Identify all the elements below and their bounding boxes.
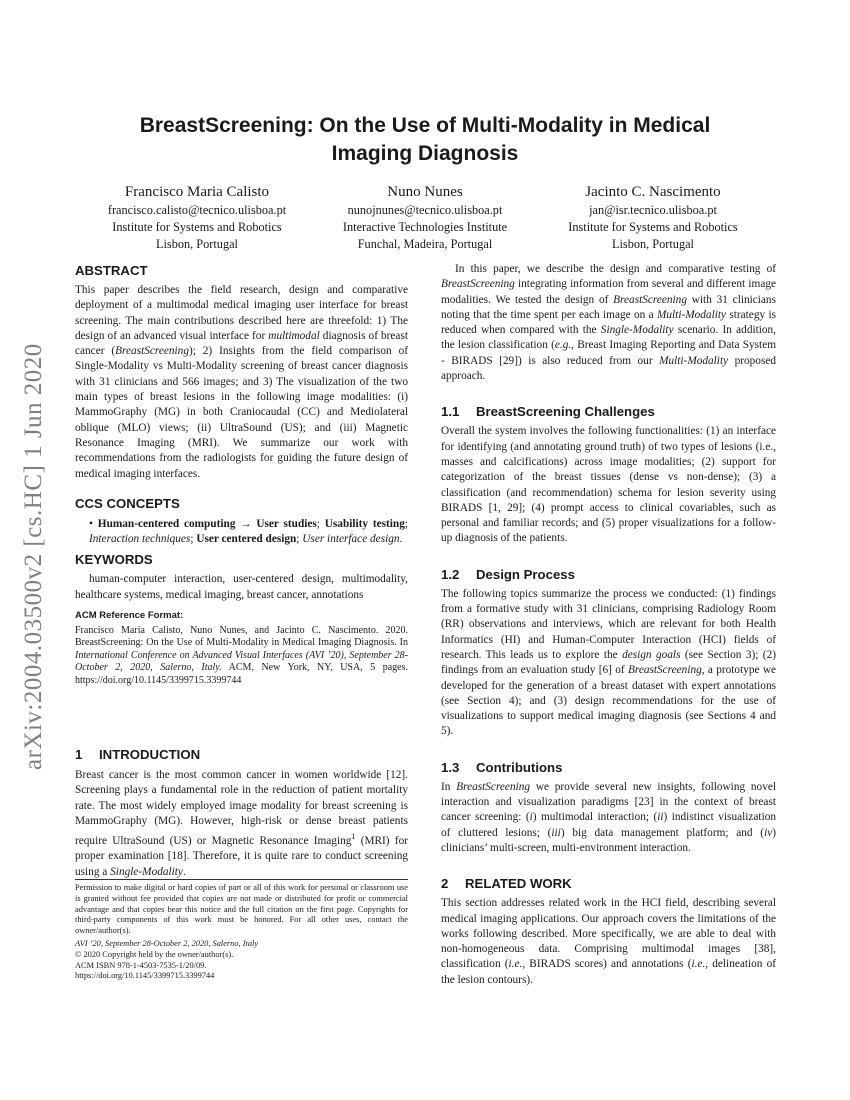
section-1-2-text: The following topics summarize the process we conducted: (1) findings from a formative study with 31 clinicians, comprising Radiology Room (RR) observations and interviews, which are relevant for both Health Informatics (HI) and Human-Computer Interaction (HCI) fields of research. This leads us to explore the design goals (see Section 3); (2) findings from an evaluation study [6] of BreastScreening, a prototype we developed for the generation of a breast dataset with expert annotations (see Section 4); and (3) design recommendations for the use of visualizations to support medical imaging diagnosis (see Sections 4 and 5).	[441, 587, 776, 738]
author-institution: Institute for Systems and Robotics	[568, 220, 738, 234]
author-institution: Interactive Technologies Institute	[342, 220, 508, 234]
intro-continued-text: In this paper, we describe the design and comparative testing of BreastScreening integrating information from several and different image modalities. We tested the design of BreastScreening with 31 clinicians noting that the time spent per each image on a Multi-Modality strategy is reduced when compared with the Single-Modality scenario. In addition, the lesion classification (e.g., Breast Imaging Reporting and Data System - BIRADS [29]) is also reduced from our Multi-Modality proposed approach.	[441, 263, 776, 383]
author-email: nunojnunes@tecnico.ulisboa.pt	[347, 203, 503, 217]
left-column-top	[75, 262, 408, 688]
author-name: Nuno Nunes	[387, 184, 463, 200]
introduction-text: Breast cancer is the most common cancer in women worldwide [12]. Screening plays a fundamental role in the reduction of patient mortality rate. The most widely employed image modality for breast screening is MammoGraphy (MG). However, high-risk or dense breast patients require UltraSound (US) or Magnetic Resonance Imaging$^1$ (MRI) for proper examination [18]. Therefore, it is quite rare to conduct screening using a Single-Modality.	[75, 769, 409, 878]
author-name: Jacinto C. Nascimento	[585, 184, 721, 200]
paper-title	[95, 112, 755, 168]
author-block-1	[77, 182, 317, 253]
ccs-concepts-text: • Human-centered computing → User studies; Usability testing; Interaction techniques; User centered design; User interface design.	[89, 517, 409, 546]
footer-divider	[75, 879, 408, 880]
section-1-3-text: In BreastScreening we provide several new insights, following novel interaction and visualization paradigms [23] in the context of breast cancer screening: (i) multimodal interaction; (ii) indistinct visualization of cluttered lesions; (iii) big data management platform; and (iv) clinicians’ multi-screen, multi-environment interaction.	[441, 780, 776, 854]
author-location: Lisbon, Portugal	[156, 237, 238, 251]
author-location: Funchal, Madeira, Portugal	[357, 237, 493, 251]
author-location: Lisbon, Portugal	[612, 237, 694, 251]
abstract-text: This paper describes the field research, design and comparative deployment of a multimodal medical imaging user interface for breast screening. The main contributions described here are threefold: 1) The design of an advanced visual interface for multimodal diagnosis of breast cancer (BreastScreening); 2) Insights from the field comparison of Single-Modality vs Multi-Modality screening of breast cancer diagnosis with 31 clinicians and 566 images; and 3) The visualization of the two main types of breast lesions in the following image modalities: (i) MammoGraphy (MG) in both Craniocaudal (CC) and Mediolateral oblique (MLO) views; (ii) UltraSound (US); and (iii) Magnetic Resonance Imaging (MRI). We summarize our work with recommendations from the radiologists for guiding the future design of medical imaging interfaces.	[75, 284, 408, 480]
footer-venue: AVI ’20, September 28-October 2, 2020, Salerno, Italy	[75, 938, 259, 948]
ccs-heading: CCS CONCEPTS	[75, 495, 180, 511]
arxiv-identifier: arXiv:2004.03500v2 [cs.HC] 1 Jun 2020	[20, 343, 47, 770]
author-email: francisco.calisto@tecnico.ulisboa.pt	[107, 203, 287, 217]
footer-doi: https://doi.org/10.1145/3399715.3399744	[75, 971, 215, 981]
introduction-heading: 1 INTRODUCTION	[75, 747, 201, 762]
keywords-heading: KEYWORDS	[75, 552, 153, 568]
related-work-heading: 2 RELATED WORK	[441, 876, 572, 892]
author-block-3	[533, 182, 773, 253]
title-line-1: BreastScreening: On the Use of Multi-Modality in Medical	[139, 114, 711, 137]
acm-reference	[75, 610, 408, 688]
section-1-3-heading: 1.3 Contributions	[441, 759, 563, 775]
section-1-1-heading: 1.1 BreastScreening Challenges	[441, 404, 655, 420]
author-institution: Institute for Systems and Robotics	[112, 220, 282, 234]
abstract-heading: ABSTRACT	[75, 263, 148, 278]
acm-reference-label: ACM Reference Format:	[75, 610, 184, 622]
title-line-2: Imaging Diagnosis	[331, 142, 519, 165]
footer-isbn: ACM ISBN 978-1-4503-7535-1/20/09.	[75, 960, 207, 970]
permission-notice: Permission to make digital or hard copies of part or all of this work for personal or classroom use is granted without fee provided that copies are not made or distributed for profit or commercial advantage and that copies bear this notice and the full citation on the first page. Copyrights for third-party components of this work must be honored. For all other uses, contact the owner/author(s).	[75, 883, 408, 936]
keywords-text: human-computer interaction, user-centered design, multimodality, healthcare systems, medical imaging, breast cancer, annotations	[75, 573, 408, 601]
section-1-1-text: Overall the system involves the following functionalities: (1) an interface for identifying (and annotating ground truth) of two types of lesions (i.e., masses and calcifications) across image modalities; (2) support for categorization of the breast tissues (dense vs non-dense); (3) a classification (and recommendation) schema for lesion severity using BIRADS [1, 29]; (4) prompt access to clinical covariables, such as personal and familiar records; and (5) proper visualizations for a follow-up diagnosis of the patients.	[441, 425, 776, 545]
introduction-section	[75, 746, 408, 880]
author-email: jan@isr.tecnico.ulisboa.pt	[589, 203, 717, 217]
footer-copyright: © 2020 Copyright held by the owner/author(s).	[75, 949, 234, 959]
copyright-footer	[75, 879, 408, 982]
section-1-2-heading: 1.2 Design Process	[441, 566, 575, 582]
author-block-2	[305, 182, 545, 253]
author-name: Francisco Maria Calisto	[124, 184, 270, 200]
related-work-text: This section addresses related work in the HCI field, describing several medical imaging applications. Our approach covers the limitations of the works following described. More specifically, we are able to deal with non-homogeneous data. Comprising multimodal images [38], classification (i.e., BIRADS scores) and annotations (i.e., delineation of the lesion contours).	[441, 897, 776, 986]
acm-reference-text: Francisco Maria Calisto, Nuno Nunes, and Jacinto C. Nascimento. 2020. BreastScreening: On the Use of Multi-Modality in Medical Imaging Diagnosis. In International Conference on Advanced Visual Interfaces (AVI ’20), September 28-October 2, 2020, Salerno, Italy. ACM, New York, NY, USA, 5 pages. https://doi.org/10.1145/3399715.3399744	[75, 624, 408, 687]
right-column	[441, 262, 776, 988]
